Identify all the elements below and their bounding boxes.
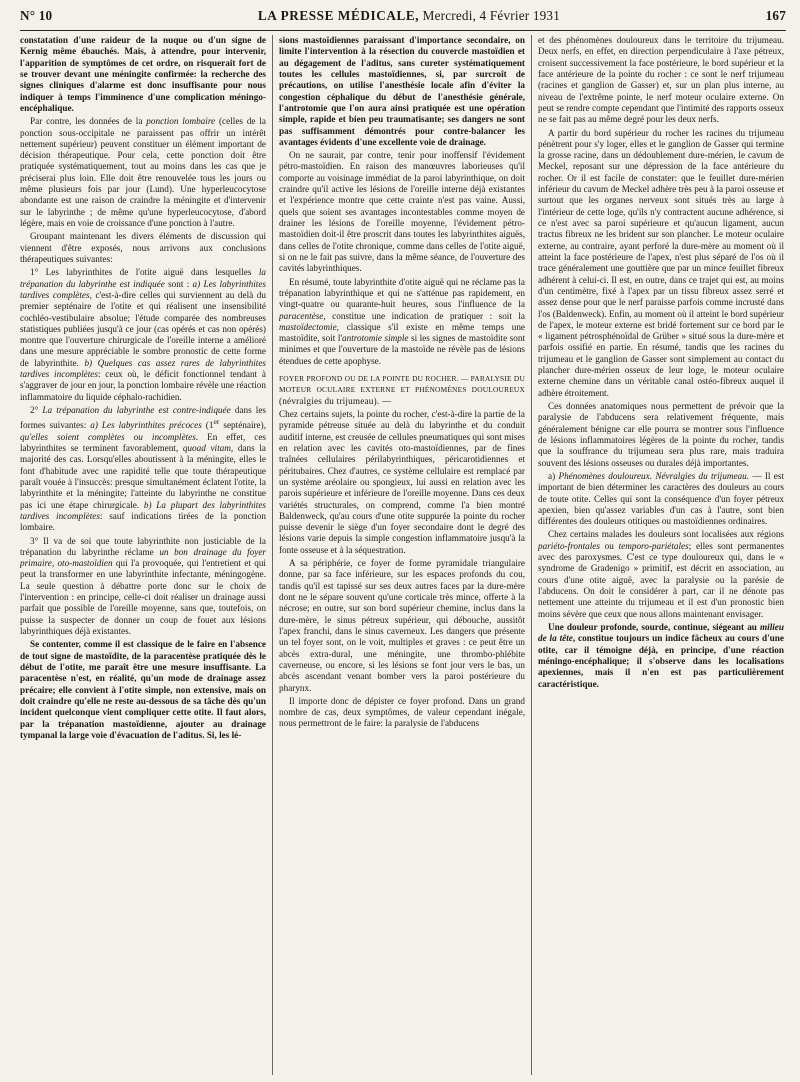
paragraph: a) Phénomènes douloureux. Névralgies du trijumeau. — Il est important de bien déterminer les caractères des douleurs au cours de toute otite. Celles qui sont la conséquence d'un foyer pétreux apexien, bien qu'assez variables d'un cas à l'autre, sont bien différentes des douleurs otitiques ou mastoïdiennes ordinaires.	[538, 470, 784, 527]
paragraph: Il importe donc de dépister ce foyer profond. Dans un grand nombre de cas, deux symptômes, de valeur cependant inégale, nous permettront de le faire: la paralysie de l'abducens	[279, 695, 525, 729]
paragraph: 3° Il va de soi que toute labyrinthite non justiciable de la trépanation du labyrinthe réclame un bon drainage du foyer primaire, oto-mastoïdien qui l'a provoquée, qui l'entretient et qui peut la transformer en une labyrinthite infectante, méningogène. La seule question à débattre porte donc sur le choix de l'intervention : en principe, celle-ci doit réaliser un drainage aussi parfait que possible de l'oreille moyenne, sans que, toutefois, on puisse la suspecter de donner un coup de fouet aux lésions labyrinthiques déjà existantes.	[20, 535, 266, 636]
paragraph: A sa périphérie, ce foyer de forme pyramidale triangulaire donne, par sa face inférieure, sur les espaces profonds du cou, tandis qu'il est tapissé sur ses deux autres faces par la dure-mère dont ne le sépare souvent qu'une corticale très mince, offerte à la nécrose; en outre, sur son bord supérieur chemine, inclus dans la dure-mère, le sinus pétreux supérieur, qui débouche, aussitôt l'apex franchi, dans le sinus caverneux. Les dangers que présente un tel foyer sont, on le voit, multiples et graves : ce peut être un abcès extra-dural, une méningite, une thrombo-phlébite caverneuse, ou encore, si les lésions se font jour vers le bas, un abcès ascendant venant bomber vers la paroi postérieure du pharynx.	[279, 558, 525, 693]
paragraph: sions mastoïdiennes paraissant d'importance secondaire, on limite l'intervention à la résection du couvercle mastoïdien et au dégagement de l'aditus, sans cureter systématiquement toutes les cellules mastoïdiennes, si, par surcroît de précautions, on utilise l'anesthésie locale afin d'éviter la congestion céphalique du début de l'anesthésie générale, l'antrotomie que l'on aura ainsi pratiquée est une opération simple, rapide et bien peu traumatisante; ses dangers ne sont pas suffisamment démontrés pour contre-balancer les avantages évidents d'une excellente voie de drainage.	[279, 35, 525, 147]
paragraph: Se contenter, comme il est classique de le faire en l'absence de tout signe de mastoïdite, de la paracentèse pratiquée dès le début de l'otite, me paraît être une mesure insuffisante. La paracentèse n'est, en réalité, qu'un mode de drainage assez précaire; elle convient à l'otite simple, non extensive, mais on doit craindre qu'elle ne reste au-dessous de sa tâche dès qu'un incident quelconque vient compliquer cette otite. Il faut alors, par la trépanation mastoïdienne, ajouter au drainage tympanal la large voie d'évacuation de l'aditus. Si, les lé-	[20, 639, 266, 740]
text-columns	[20, 35, 786, 1075]
paragraph: et des phénomènes douloureux dans le territoire du trijumeau. Deux nerfs, en effet, en direction perpendiculaire à l'axe pétreux, croisent successivement la face postérieure, le bord supérieur et la face antérieure de la pointe du rocher : ce sont le nerf trijumeau (racines et ganglion de Gasser) et, sur un plan plus interne, au niveau de l'extrême pointe, le nerf moteur oculaire externe. On peut se rendre compte cependant que l'intimité des rapports osseux ne se fait pas au même degré pour les deux nerfs.	[538, 35, 784, 125]
journal-name: LA PRESSE MÉDICALE,	[257, 8, 420, 23]
paragraph: On ne saurait, par contre, tenir pour inoffensif l'évidement pétro-mastoïdien. En raison des manœuvres laborieuses qu'il comporte au voisinage immédiat de la paroi labyrinthique, on doit craindre qu'il active les lésions de l'oreille interne déjà existantes et l'expérience montre que cette crainte n'est pas vaine. Aussi, quels que soient ses avantages incontestables comme moyen de drainer les lésions de l'oreille moyenne, l'évidement pétro-mastoïdien doit-il être proscrit dans toutes les labyrinthites aiguës, dans celles de l'otite chronique, comme dans celles de l'otite aiguë, si on ne le fait pas suivre, dans la même séance, de l'ouverture des cavités labyrinthiques.	[279, 150, 525, 274]
column-3	[538, 35, 784, 1075]
column-rule	[272, 35, 273, 1075]
paragraph: Ces données anatomiques nous permettent de prévoir que la paralysie de l'abducens sera relativement fréquente, mais généralement bénigne car elle pourra se montrer sous l'influence de lésions inflammatoires légères de la pointe du rocher, tandis que la souffrance du trijumeau sera plus rare, mais traduira souvent des lésions osseuses ou durales déjà importantes.	[538, 401, 784, 468]
paragraph: FOYER PROFOND OU DE LA POINTE DU ROCHER. — PARALYSIE DU MOTEUR OCULAIRE EXTERNE ET PHÉNOMÈNES DOULOUREUX (névralgies du trijumeau). —	[279, 374, 525, 406]
page-number: 167	[765, 8, 786, 23]
paragraph: Groupant maintenant les divers éléments de discussion qui viennent d'être exposés, nous arrivons aux conclusions thérapeutiques suivantes:	[20, 231, 266, 264]
paragraph: Chez certains sujets, la pointe du rocher, c'est-à-dire la partie de la pyramide pétreuse située au delà du labyrinthe et du conduit auditif interne, est creusée de cellules pneumatiques qui sont mises en relation avec les cavités oto-mastoïdiennes, par de fines traînées cellulaires périlabyrinthiques, péricarotidiennes et péritubaires. Chez d'autres, ce système cellulaire est remplacé par un système aréolaire ou spongieux, lui aussi en relation avec les parois supérieure et inférieure de l'oreille moyenne. Dans ces deux variétés structurales, on comprend, comme l'a bien montré Baldenweck, qu'au cours d'une otite suppurée la pointe du rocher puisse devenir le siège d'un foyer secondaire dont le degré des lésions varie depuis la simple congestion inflammatoire jusqu'à la fonte osseuse et à la séquestration.	[279, 409, 525, 555]
page-header	[20, 8, 786, 31]
paragraph: A partir du bord supérieur du rocher les racines du trijumeau pénètrent pour s'y loger, elles et le ganglion de Gasser qui termine la grosse racine, dans un dédoublement dure-mérien, le cavum de Meckel, reposant sur une dépression de la face antérieure du rocher. Or il est facile de constater: que le feuillet dure-mérien inférieur du cavum de Meckel adhère très peu à la paroi osseuse et surtout que les organes nerveux sont situés très au large à l'intérieur de cette loge, qu'ils n'y contractent aucune adhérence, si ce n'est avec sa paroi supérieure et qu'aucun ligament, aucun tractus fibreux ne les brident sur son plancher. Le moteur oculaire externe, au contraire, ayant perforé la dure-mère au moment où il atteint la face postérieure de l'apex, n'est plus séparé de l'os où il trace généralement une gouttière que par un mince feuillet fibreux adhérent à celui-ci. Il est, en outre, dans ce trajet qui est, au moins d'un centimètre, fixé à l'apex par un tissu fibreux assez serré et assez dense pour que le nerf paraisse parfois comme incrusté dans l'os (Baldenweck). Enfin, au moment où il atteint le bord supérieur de l'apex, le moteur externe est bridé fortement sur ce bord par le « ligament pétrosphénoïdal de Grüber » situé sous la dure-mère et parfois ossifié en partie. En résumé, tandis que les racines du trijumeau et le ganglion de Gasser sont simplement au contact du plancher dure-mérien osseux de leur loge, le moteur oculaire externe chemine dans un véritable canal ostéo-fibreux auquel il adhère étroitement.	[538, 127, 784, 398]
issue-number: N° 10	[20, 8, 53, 23]
paragraph: Par contre, les données de la ponction lombaire (celles de la ponction sous-occipitale ne paraissent pas offrir un intérêt nettement supérieur) peuvent constituer un élément important de décision thérapeutique. Pour cela, cette ponction doit être pratiquée systématiquement, tout au moins dans les cas que je préciserai plus loin. Elle doit être renouvelée tous les jours ou même plusieurs fois par jour (Lund). Une hyperleucocytose abondante est une raison de craindre la méningite et d'intervenir sur le labyrinthe ; de même qu'une hyperleucocytose, d'abord légère, mais en voie de croissance d'une ponction à l'autre.	[20, 116, 266, 228]
paragraph: 2° La trépanation du labyrinthe est contre-indiquée dans les formes suivantes: a) Les labyrinthites précoces (1er septénaire), qu'elles soient complètes ou incomplètes. En effet, ces labyrinthites se terminent favorablement, quoad vitam, dans la majorité des cas. Lorsqu'elles aboutissent à la méningite, elles le font d'habitude avec une rapidité telle que toute thérapeutique paraît vouée à l'insuccès: presque simultanément éclatent l'otite, la labyrinthite et la méningite; l'atteinte du labyrinthe ne constitue pas ici une étape chirurgicale. b) La plupart des labyrinthites tardives incomplètes: sauf indications tirées de la ponction lombaire.	[20, 405, 266, 533]
column-1	[20, 35, 266, 1075]
column-rule	[531, 35, 532, 1075]
paragraph: En résumé, toute labyrinthite d'otite aiguë qui ne réclame pas la trépanation labyrinthique et qui ne s'atténue pas rapidement, en vingt-quatre ou quarante-huit heures, sous l'influence de la paracentèse, constitue une indication de pratiquer : soit la mastoïdectomie, classique s'il existe en même temps une mastoïdite, soit l'antrotomie simple si les signes de mastoïdite sont minimes et que l'ouverture de la mastoïde ne révèle pas de lésions étendues de cette apophyse.	[279, 276, 525, 366]
column-2	[279, 35, 525, 1075]
paragraph: Une douleur profonde, sourde, continue, siégeant au milieu de la tête, constitue toujours un indice fâcheux au cours d'une otite, car il témoigne déjà, en principe, d'une réaction méningo-encéphalique; il s'observe dans les localisations apexiennes, mais il n'en est pas particulièrement caractéristique.	[538, 621, 784, 689]
paragraph: Chez certains malades les douleurs sont localisées aux régions pariéto-frontales ou temporo-pariétales; elles sont permanentes avec des paroxysmes. C'est ce type douloureux qui, dans le « syndrome de Gradenigo » primitif, est décrit en association, au cours d'une otite aiguë, avec la paralysie ou la parésie de l'abducens. On doit le considérer à part, car il ne dénote pas nettement une atteinte du trijumeau et il est d'un pronostic bien moins sévère que ceux que nous allons maintenant envisager.	[538, 529, 784, 619]
journal-title	[52, 8, 765, 24]
paragraph: 1° Les labyrinthites de l'otite aiguë dans lesquelles la trépanation du labyrinthe est indiquée sont : a) Les labyrinthites tardives complètes, c'est-à-dire celles qui surviennent au delà du premier septénaire de l'otite et qui réalisent une insensibilité cochléo-vestibulaire absolue; l'étude comparée des nombreuses statistiques publiées jusqu'à ce jour (cas opérés et cas non opérés) montre que l'ouverture chirurgicale de l'oreille interne a amélioré dans une mesure appréciable le sombre pronostic de cette forme de labyrinthite. b) Quelques cas assez rares de labyrinthites tardives incomplètes: ceux où, le déficit fonctionnel tendant à s'aggraver de jour en jour, la ponction lombaire révèle une réaction inflammatoire du liquide céphalo-rachidien.	[20, 267, 266, 402]
paragraph: constatation d'une raideur de la nuque ou d'un signe de Kernig même ébauchés. Mais, à attendre, pour intervenir, l'apparition de symptômes de cet ordre, on risquerait fort de se trouver devant une méningite confirmée: la recherche des signes cliniques d'alarme est donc insuffisante pour nous indiquer à temps l'imminence d'une complication méningo-encéphalique.	[20, 35, 266, 113]
issue-date: Mercredi, 4 Février 1931	[422, 8, 561, 23]
